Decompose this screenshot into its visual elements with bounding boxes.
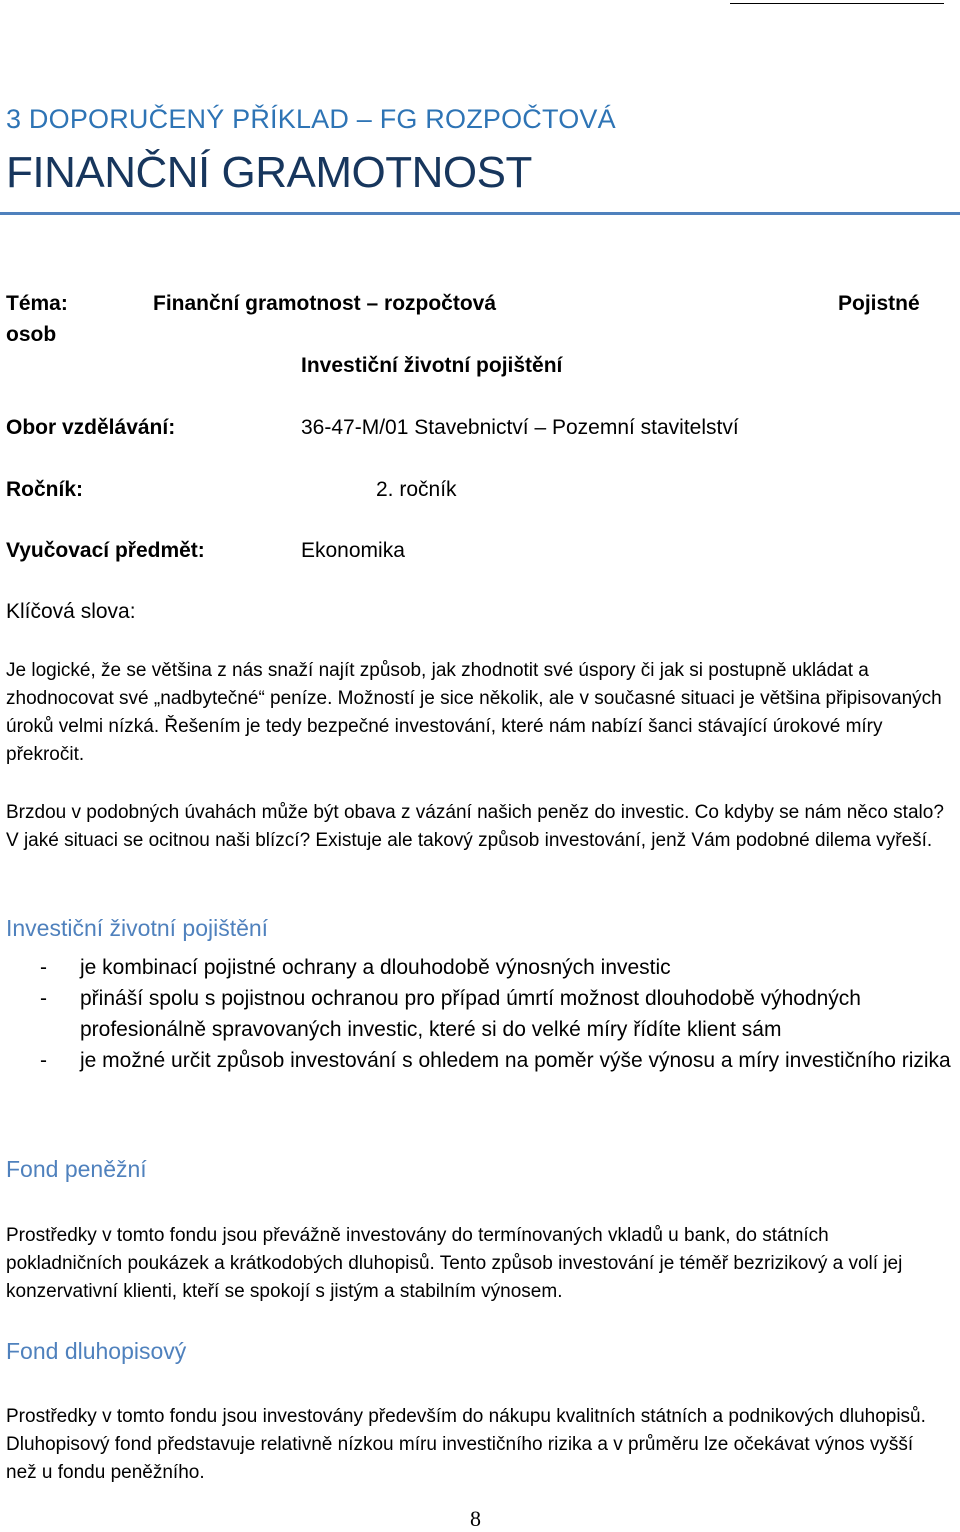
dash-bullet: - [40,987,47,1010]
list-item [6,952,956,983]
fond-penezni-text: Prostředky v tomto fondu jsou převážně investovány do termínovaných vkladů u bank, do státních pokladničních poukázek a krátkodobých dluhopisů. Tento způsob investování je téměř bezrizikový a volí jej konzervativní klienti, kteří se spokojí s jistým a stabilním výnosem. [6,1225,903,1302]
fond-penezni-paragraph [6,1222,946,1306]
fond-dluhopisovy-text: Prostředky v tomto fondu jsou investovány především do nákupu kvalitních státních a podnikových dluhopisů. Dluhopisový fond představuje relativně nízkou míru investičního rizika a v průměru lze očekávat výnos vyšší než u fondu peněžního. [6,1406,926,1483]
intro-paragraph-1 [6,657,946,769]
page-number: 8 [470,1506,481,1531]
tema-extra-wrap: osob [6,323,57,346]
intro-paragraph-1-text: Je logické, že se většina z nás snaží najít způsob, jak zhodnotit své úspory či jak si postupně ukládat a zhodnocovat své „nadbytečné“ peníze. Možností je sice několik, ale v současné situaci je většina připisovaných úroků velmi nízká. Řešením je tedy bezpečné investování, které nám nabízí šanci stávající úrokové míry překročit. [6,660,942,765]
document-title: FINANČNÍ GRAMOTNOST [6,148,532,197]
obor-value: 36-47-M/01 Stavebnictví – Pozemní stavitelství [301,416,739,439]
tema-subvalue: Investiční životní pojištění [301,354,563,377]
list-item [6,1045,956,1076]
investment-heading: Investiční životní pojištění [6,915,269,941]
section-heading: 3 DOPORUČENÝ PŘÍKLAD – FG ROZPOČTOVÁ [6,104,616,134]
bullet-text: přináší spolu s pojistnou ochranou pro případ úmrtí možnost dlouhodobě výhodných profesionálně spravovaných investic, které si do velké míry řídíte klient sám [80,987,861,1041]
tema-extra-right: Pojistné [838,292,920,315]
predmet-value: Ekonomika [301,539,405,562]
bullet-text: je možné určit způsob investování s ohledem na poměr výše výnosu a míry investičního rizika [80,1049,951,1072]
tema-value: Finanční gramotnost – rozpočtová [153,292,497,315]
obor-label: Obor vzdělávání: [6,416,176,439]
dash-bullet: - [40,1049,47,1072]
dash-bullet: - [40,956,47,979]
rocnik-value: 2. ročník [376,478,457,501]
predmet-label: Vyučovací předmět: [6,539,205,562]
investment-bullet-list [6,952,956,1076]
tema-label: Téma: [6,292,68,315]
list-item [6,983,956,1045]
rocnik-label: Ročník: [6,478,84,501]
title-underline [0,212,960,215]
intro-paragraph-2 [6,799,946,855]
fond-penezni-heading: Fond peněžní [6,1156,147,1182]
fond-dluhopisovy-paragraph [6,1403,946,1487]
intro-paragraph-2-text: Brzdou v podobných úvahách může být obava z vázání našich peněz do investic. Co kdyby se nám něco stalo? V jaké situaci se ocitnou naši blízcí? Existuje ale takový způsob investování, jenž Vám podobné dilema vyřeší. [6,802,944,851]
bullet-text: je kombinací pojistné ochrany a dlouhodobě výnosných investic [80,956,671,979]
fond-dluhopisovy-heading: Fond dluhopisový [6,1338,187,1364]
top-rule [730,3,944,4]
keywords-label: Klíčová slova: [6,600,136,623]
